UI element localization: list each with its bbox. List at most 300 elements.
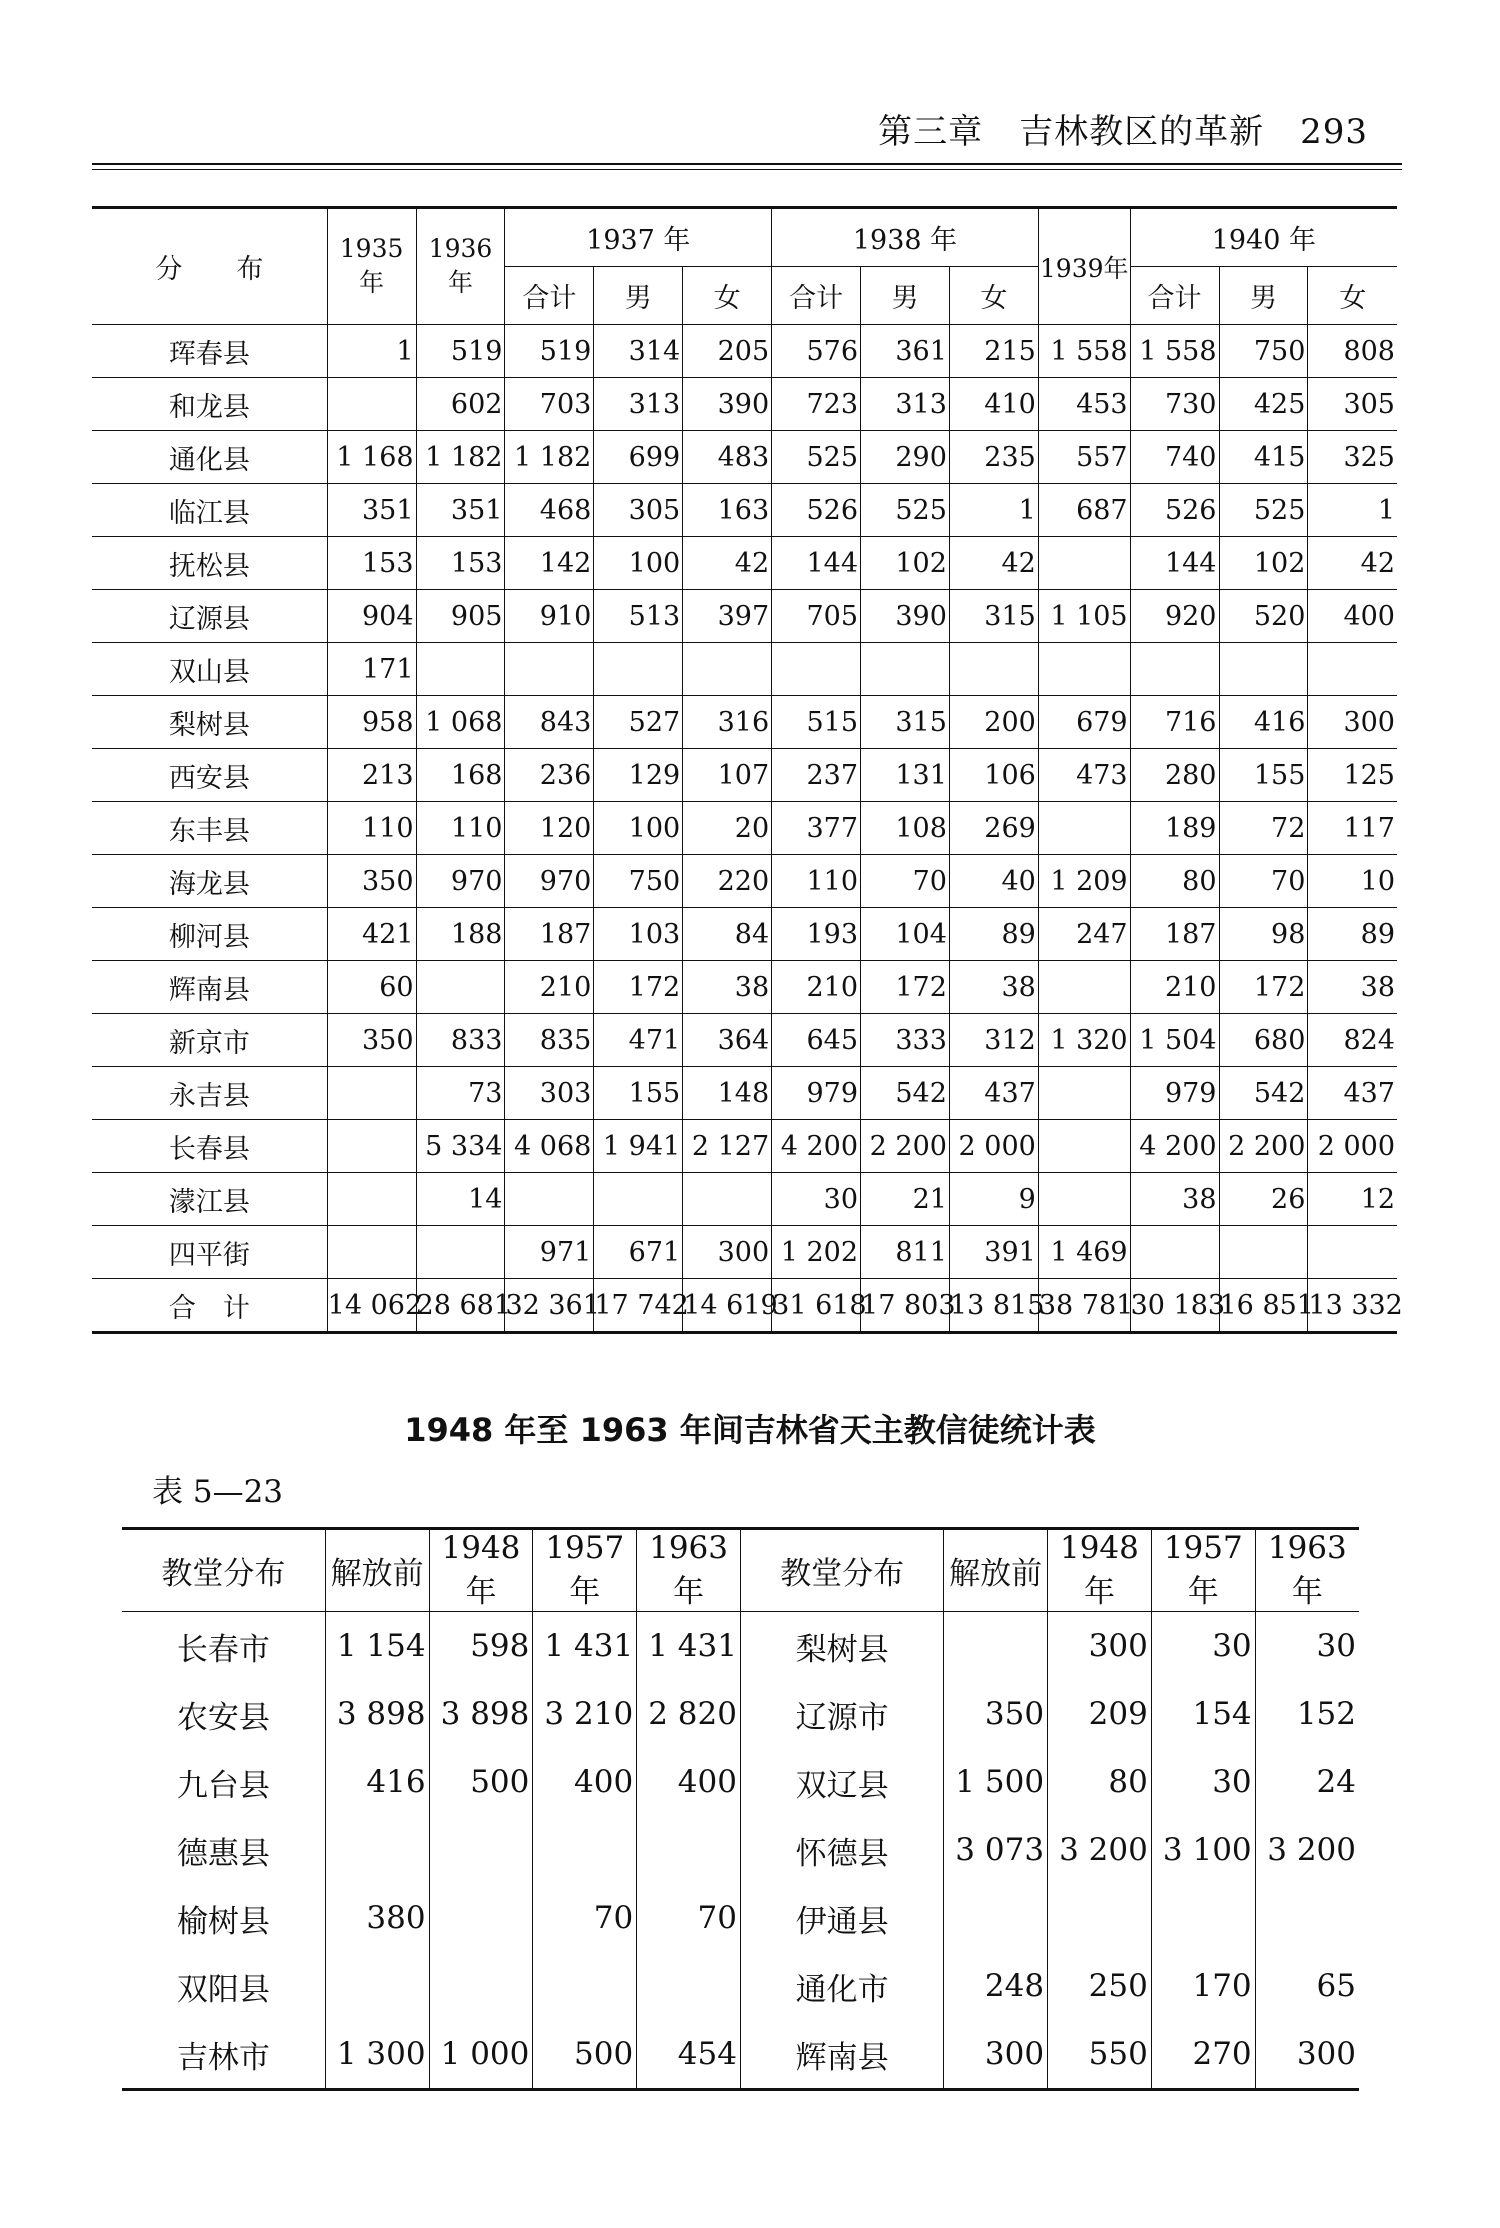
table-cell xyxy=(1130,1226,1219,1279)
table-cell: 416 xyxy=(1219,696,1308,749)
table-cell: 103 xyxy=(594,908,683,961)
table-cell: 979 xyxy=(1130,1067,1219,1120)
table-cell: 1 068 xyxy=(416,696,505,749)
chapter-label: 第三章 xyxy=(878,112,984,152)
table-cell: 4 068 xyxy=(505,1120,594,1173)
table-number: 表 5—23 xyxy=(152,1474,284,1510)
row-label: 长春县 xyxy=(92,1120,327,1173)
table-cell: 84 xyxy=(683,908,772,961)
table-cell xyxy=(327,1120,416,1173)
table-cell: 527 xyxy=(594,696,683,749)
table-cell: 437 xyxy=(1308,1067,1397,1120)
table-row xyxy=(92,1279,1397,1333)
header-year-1939: 1939年 xyxy=(1038,208,1130,325)
table-cell: 1 941 xyxy=(594,1120,683,1173)
table-cell: 188 xyxy=(416,908,505,961)
table-cell: 250 xyxy=(1048,1952,1152,2020)
table-cell xyxy=(325,1816,429,1884)
header-period: 1957年 xyxy=(1151,1529,1255,1612)
header-period: 1963年 xyxy=(1255,1529,1359,1612)
table-cell: 730 xyxy=(1130,378,1219,431)
table-cell xyxy=(1038,961,1130,1014)
table-cell: 3 898 xyxy=(325,1680,429,1748)
table-cell: 525 xyxy=(861,484,950,537)
table-cell xyxy=(429,1884,533,1952)
table-cell: 30 xyxy=(1316,1628,1356,1664)
table-cell xyxy=(1048,1884,1152,1952)
header-female: 女 xyxy=(949,267,1038,325)
table-cell: 843 xyxy=(505,696,594,749)
table-cell: 120 xyxy=(505,802,594,855)
table-cell: 519 xyxy=(416,325,505,378)
table-row xyxy=(92,325,1397,378)
table-cell: 397 xyxy=(683,590,772,643)
table-cell: 3 200 xyxy=(1048,1816,1152,1884)
table-cell: 557 xyxy=(1038,431,1130,484)
table-cell xyxy=(505,1173,594,1226)
table-cell: 17 803 xyxy=(861,1279,950,1333)
table-cell: 5 334 xyxy=(416,1120,505,1173)
table-cell: 958 xyxy=(327,696,416,749)
header-male: 男 xyxy=(1219,267,1308,325)
table-cell: 1 320 xyxy=(1038,1014,1130,1067)
table-cell: 300 xyxy=(1308,696,1397,749)
row-label: 新京市 xyxy=(92,1014,327,1067)
header-year-1936: 1936年 xyxy=(416,208,505,325)
table-cell: 920 xyxy=(1130,590,1219,643)
table-cell: 313 xyxy=(861,378,950,431)
table-cell: 280 xyxy=(1130,749,1219,802)
table-cell: 170 xyxy=(1151,1952,1255,2020)
row-label: 德惠县 xyxy=(122,1816,325,1884)
table-cell: 1 182 xyxy=(416,431,505,484)
table-cell: 215 xyxy=(949,325,1038,378)
table-cell: 131 xyxy=(861,749,950,802)
table-cell: 315 xyxy=(949,590,1038,643)
table-cell: 525 xyxy=(1219,484,1308,537)
table-cell: 1 168 xyxy=(327,431,416,484)
table-row xyxy=(92,590,1397,643)
table-cell: 70 xyxy=(533,1884,637,1952)
table-cell: 152 xyxy=(1296,1696,1356,1732)
table-row xyxy=(92,1067,1397,1120)
header-year-1940: 1940 年 xyxy=(1130,208,1397,267)
header-male: 男 xyxy=(594,267,683,325)
table-cell: 2 127 xyxy=(683,1120,772,1173)
header-period: 1963年 xyxy=(637,1529,741,1612)
table-cell: 437 xyxy=(949,1067,1038,1120)
table-cell: 107 xyxy=(683,749,772,802)
table-cell: 416 xyxy=(325,1748,429,1816)
table-cell: 542 xyxy=(861,1067,950,1120)
table-cell: 98 xyxy=(1219,908,1308,961)
table-cell: 390 xyxy=(683,378,772,431)
table-cell: 13 332 xyxy=(1308,1279,1397,1333)
table-cell: 305 xyxy=(594,484,683,537)
table-cell: 210 xyxy=(505,961,594,1014)
table-cell: 144 xyxy=(1130,537,1219,590)
table-cell: 9 xyxy=(949,1173,1038,1226)
table-cell: 14 xyxy=(416,1173,505,1226)
row-label: 榆树县 xyxy=(122,1884,325,1952)
table-row xyxy=(122,1748,1359,1816)
header-year-1938: 1938 年 xyxy=(772,208,1039,267)
table-cell: 72 xyxy=(1219,802,1308,855)
table-cell: 102 xyxy=(861,537,950,590)
row-label: 永吉县 xyxy=(92,1067,327,1120)
table-cell: 65 xyxy=(1316,1968,1356,2004)
table-cell: 270 xyxy=(1151,2020,1255,2090)
table-cell: 905 xyxy=(416,590,505,643)
table-cell xyxy=(1038,1120,1130,1173)
table-cell: 210 xyxy=(1130,961,1219,1014)
table-cell: 28 681 xyxy=(416,1279,505,1333)
table-cell: 14 062 xyxy=(327,1279,416,1333)
row-label: 通化县 xyxy=(92,431,327,484)
table-cell: 687 xyxy=(1038,484,1130,537)
table-cell: 70 xyxy=(1219,855,1308,908)
table-cell xyxy=(594,1173,683,1226)
table-cell: 645 xyxy=(772,1014,861,1067)
table-cell: 833 xyxy=(416,1014,505,1067)
table-cell: 42 xyxy=(683,537,772,590)
row-label: 海龙县 xyxy=(92,855,327,908)
table-cell: 110 xyxy=(327,802,416,855)
header-total: 合计 xyxy=(505,267,594,325)
table-cell: 705 xyxy=(772,590,861,643)
table-cell: 1 469 xyxy=(1038,1226,1130,1279)
table-cell: 209 xyxy=(1048,1680,1152,1748)
chapter-title: 吉林教区的革新 xyxy=(1019,112,1265,152)
table-cell: 163 xyxy=(683,484,772,537)
table-cell: 2 820 xyxy=(637,1680,741,1748)
table-cell: 519 xyxy=(505,325,594,378)
table-cell: 110 xyxy=(772,855,861,908)
row-label: 辉南县 xyxy=(92,961,327,1014)
table-cell xyxy=(949,643,1038,696)
table-cell xyxy=(327,1067,416,1120)
table-cell xyxy=(1038,802,1130,855)
row-label: 柳河县 xyxy=(92,908,327,961)
believer-statistics-table xyxy=(122,1527,1359,2091)
header-female: 女 xyxy=(1308,267,1397,325)
table-row xyxy=(92,908,1397,961)
table-cell: 171 xyxy=(327,643,416,696)
header-church-distribution: 教堂分布 xyxy=(122,1529,325,1612)
row-label: 双辽县 xyxy=(740,1748,943,1816)
table-cell xyxy=(637,1816,741,1884)
table-cell: 14 619 xyxy=(683,1279,772,1333)
table-cell: 248 xyxy=(944,1952,1048,2020)
table-cell: 361 xyxy=(861,325,950,378)
table-cell: 168 xyxy=(416,749,505,802)
table-cell: 24 xyxy=(1316,1764,1356,1800)
table-cell: 1 182 xyxy=(505,431,594,484)
table-cell: 17 742 xyxy=(594,1279,683,1333)
table-cell: 483 xyxy=(683,431,772,484)
table-cell: 300 xyxy=(1048,1612,1152,1681)
row-label: 合 计 xyxy=(92,1279,327,1333)
table-cell: 12 xyxy=(1308,1173,1397,1226)
row-label: 西安县 xyxy=(92,749,327,802)
table-cell: 31 618 xyxy=(772,1279,861,1333)
row-label: 通化市 xyxy=(740,1952,943,2020)
row-label: 抚松县 xyxy=(92,537,327,590)
row-label: 濛江县 xyxy=(92,1173,327,1226)
table-cell: 904 xyxy=(327,590,416,643)
table-cell xyxy=(533,1816,637,1884)
row-label: 九台县 xyxy=(122,1748,325,1816)
table-cell: 26 xyxy=(1219,1173,1308,1226)
table-cell: 400 xyxy=(533,1748,637,1816)
table-cell: 671 xyxy=(594,1226,683,1279)
header-period: 解放前 xyxy=(944,1529,1048,1612)
row-label: 辉南县 xyxy=(740,2020,943,2090)
table-cell: 400 xyxy=(637,1748,741,1816)
header-period: 1948年 xyxy=(1048,1529,1152,1612)
table-cell xyxy=(1219,643,1308,696)
table-cell: 89 xyxy=(949,908,1038,961)
table-cell: 2 200 xyxy=(861,1120,950,1173)
table-cell: 100 xyxy=(594,802,683,855)
header-period: 1948年 xyxy=(429,1529,533,1612)
table-cell xyxy=(1038,1067,1130,1120)
table-cell xyxy=(944,1612,1048,1681)
table-cell: 1 xyxy=(327,325,416,378)
table-cell: 38 xyxy=(1130,1173,1219,1226)
table-cell: 3 100 xyxy=(1151,1816,1255,1884)
table-cell: 1 431 xyxy=(533,1612,637,1681)
table-cell: 38 xyxy=(949,961,1038,1014)
table-cell: 515 xyxy=(772,696,861,749)
table-cell xyxy=(1219,1226,1308,1279)
table-cell: 210 xyxy=(772,961,861,1014)
table-cell: 187 xyxy=(505,908,594,961)
table-cell: 30 xyxy=(1151,1612,1255,1681)
table-cell: 808 xyxy=(1308,325,1397,378)
table-cell: 526 xyxy=(772,484,861,537)
table-cell: 106 xyxy=(949,749,1038,802)
header-female: 女 xyxy=(683,267,772,325)
table-cell xyxy=(1038,537,1130,590)
table-cell: 1 xyxy=(1308,484,1397,537)
running-head xyxy=(0,104,1368,153)
table-cell: 1 xyxy=(949,484,1038,537)
row-label: 梨树县 xyxy=(740,1612,943,1681)
row-label: 长春市 xyxy=(122,1612,325,1681)
table-cell: 236 xyxy=(505,749,594,802)
table-cell: 303 xyxy=(505,1067,594,1120)
table-cell: 89 xyxy=(1308,908,1397,961)
table-cell: 313 xyxy=(594,378,683,431)
table-cell xyxy=(416,643,505,696)
table-cell: 312 xyxy=(949,1014,1038,1067)
table-cell: 16 851 xyxy=(1219,1279,1308,1333)
table-cell: 970 xyxy=(416,855,505,908)
table-cell: 824 xyxy=(1308,1014,1397,1067)
table-cell: 21 xyxy=(861,1173,950,1226)
header-total: 合计 xyxy=(772,267,861,325)
table-cell: 1 431 xyxy=(637,1612,741,1681)
table-cell: 70 xyxy=(637,1884,741,1952)
table-title: 1948 年至 1963 年间吉林省天主教信徒统计表 xyxy=(404,1411,1096,1449)
table-cell: 500 xyxy=(533,2020,637,2090)
table-cell: 30 183 xyxy=(1130,1279,1219,1333)
table-row xyxy=(92,855,1397,908)
table-cell: 237 xyxy=(772,749,861,802)
table-row xyxy=(92,431,1397,484)
table-cell xyxy=(683,643,772,696)
table-cell: 1 300 xyxy=(325,2020,429,2090)
table-cell: 305 xyxy=(1308,378,1397,431)
table-cell: 473 xyxy=(1038,749,1130,802)
table-cell xyxy=(772,643,861,696)
table-cell xyxy=(327,1226,416,1279)
table-cell: 750 xyxy=(1219,325,1308,378)
table-cell: 1 504 xyxy=(1130,1014,1219,1067)
table-cell xyxy=(594,643,683,696)
table-cell: 300 xyxy=(944,2020,1048,2090)
table-cell: 153 xyxy=(327,537,416,590)
table-cell: 300 xyxy=(683,1226,772,1279)
row-label: 伊通县 xyxy=(740,1884,943,1952)
row-label: 珲春县 xyxy=(92,325,327,378)
table-cell: 155 xyxy=(1219,749,1308,802)
table-cell: 400 xyxy=(1308,590,1397,643)
table-cell: 468 xyxy=(505,484,594,537)
row-label: 辽源县 xyxy=(92,590,327,643)
table-cell: 1 154 xyxy=(325,1612,429,1681)
table-cell: 1 000 xyxy=(429,2020,533,2090)
header-church-distribution: 教堂分布 xyxy=(740,1529,943,1612)
table-cell: 10 xyxy=(1308,855,1397,908)
table-cell: 391 xyxy=(949,1226,1038,1279)
header-period: 1957年 xyxy=(533,1529,637,1612)
believer-distribution-table xyxy=(92,206,1403,1334)
table-cell: 454 xyxy=(637,2020,741,2090)
table-cell: 314 xyxy=(594,325,683,378)
row-label: 吉林市 xyxy=(122,2020,325,2090)
table-cell: 205 xyxy=(683,325,772,378)
table-cell xyxy=(1038,643,1130,696)
table-row xyxy=(122,1952,1359,2020)
table-cell: 153 xyxy=(416,537,505,590)
table-cell: 110 xyxy=(416,802,505,855)
table-cell: 38 xyxy=(683,961,772,1014)
table-cell: 835 xyxy=(505,1014,594,1067)
table-cell: 200 xyxy=(949,696,1038,749)
table-cell: 129 xyxy=(594,749,683,802)
header-period: 解放前 xyxy=(325,1529,429,1612)
table-cell: 125 xyxy=(1308,749,1397,802)
table-cell: 750 xyxy=(594,855,683,908)
table-cell: 60 xyxy=(327,961,416,1014)
table-cell xyxy=(1308,643,1397,696)
table-row xyxy=(92,696,1397,749)
table-cell: 316 xyxy=(683,696,772,749)
table-cell xyxy=(1308,1226,1397,1279)
table-cell: 350 xyxy=(327,855,416,908)
table-row xyxy=(122,1612,1359,1681)
table-cell: 172 xyxy=(594,961,683,1014)
table-cell: 80 xyxy=(1048,1748,1152,1816)
row-label: 和龙县 xyxy=(92,378,327,431)
table-cell: 910 xyxy=(505,590,594,643)
table-cell: 2 200 xyxy=(1219,1120,1308,1173)
table-cell: 351 xyxy=(327,484,416,537)
table-row xyxy=(122,1816,1359,1884)
header-total: 合计 xyxy=(1130,267,1219,325)
table-cell: 679 xyxy=(1038,696,1130,749)
table-cell: 3 073 xyxy=(944,1816,1048,1884)
table-cell xyxy=(1151,1884,1255,1952)
table-cell xyxy=(861,643,950,696)
table-cell: 32 361 xyxy=(505,1279,594,1333)
table-cell: 235 xyxy=(949,431,1038,484)
table-cell xyxy=(327,1173,416,1226)
table-row xyxy=(92,749,1397,802)
table-row xyxy=(122,1680,1359,1748)
table-row xyxy=(92,802,1397,855)
table-cell: 351 xyxy=(416,484,505,537)
table-cell: 2 000 xyxy=(949,1120,1038,1173)
table-cell: 70 xyxy=(861,855,950,908)
table-row xyxy=(92,1014,1397,1067)
header-year-1937: 1937 年 xyxy=(505,208,772,267)
table-cell: 2 000 xyxy=(1308,1120,1397,1173)
table-cell: 1 558 xyxy=(1130,325,1219,378)
table-cell xyxy=(327,378,416,431)
table-cell: 187 xyxy=(1130,908,1219,961)
table-cell: 172 xyxy=(861,961,950,1014)
table-cell: 42 xyxy=(1308,537,1397,590)
table-cell: 1 105 xyxy=(1038,590,1130,643)
table-cell: 350 xyxy=(327,1014,416,1067)
table-cell: 13 815 xyxy=(949,1279,1038,1333)
table-cell: 550 xyxy=(1048,2020,1152,2090)
table-row xyxy=(92,537,1397,590)
table-cell: 108 xyxy=(861,802,950,855)
table-cell: 38 781 xyxy=(1038,1279,1130,1333)
row-label: 四平街 xyxy=(92,1226,327,1279)
table-cell: 453 xyxy=(1038,378,1130,431)
table-cell: 390 xyxy=(861,590,950,643)
table-cell: 4 200 xyxy=(772,1120,861,1173)
table-cell: 1 500 xyxy=(944,1748,1048,1816)
table-row xyxy=(92,961,1397,1014)
table-cell: 40 xyxy=(949,855,1038,908)
table-cell: 576 xyxy=(772,325,861,378)
table-cell: 380 xyxy=(325,1884,429,1952)
table-cell: 144 xyxy=(772,537,861,590)
table-cell: 154 xyxy=(1151,1680,1255,1748)
table-row xyxy=(92,1173,1397,1226)
table-cell: 350 xyxy=(944,1680,1048,1748)
table-cell: 602 xyxy=(416,378,505,431)
table-row xyxy=(92,378,1397,431)
table-cell xyxy=(505,643,594,696)
table-cell: 680 xyxy=(1219,1014,1308,1067)
row-label: 怀德县 xyxy=(740,1816,943,1884)
table-cell: 102 xyxy=(1219,537,1308,590)
table-cell: 20 xyxy=(683,802,772,855)
table-cell: 104 xyxy=(861,908,950,961)
table-cell: 415 xyxy=(1219,431,1308,484)
table-cell: 716 xyxy=(1130,696,1219,749)
header-rule xyxy=(92,163,1402,165)
table-cell: 500 xyxy=(429,1748,533,1816)
table-cell: 377 xyxy=(772,802,861,855)
